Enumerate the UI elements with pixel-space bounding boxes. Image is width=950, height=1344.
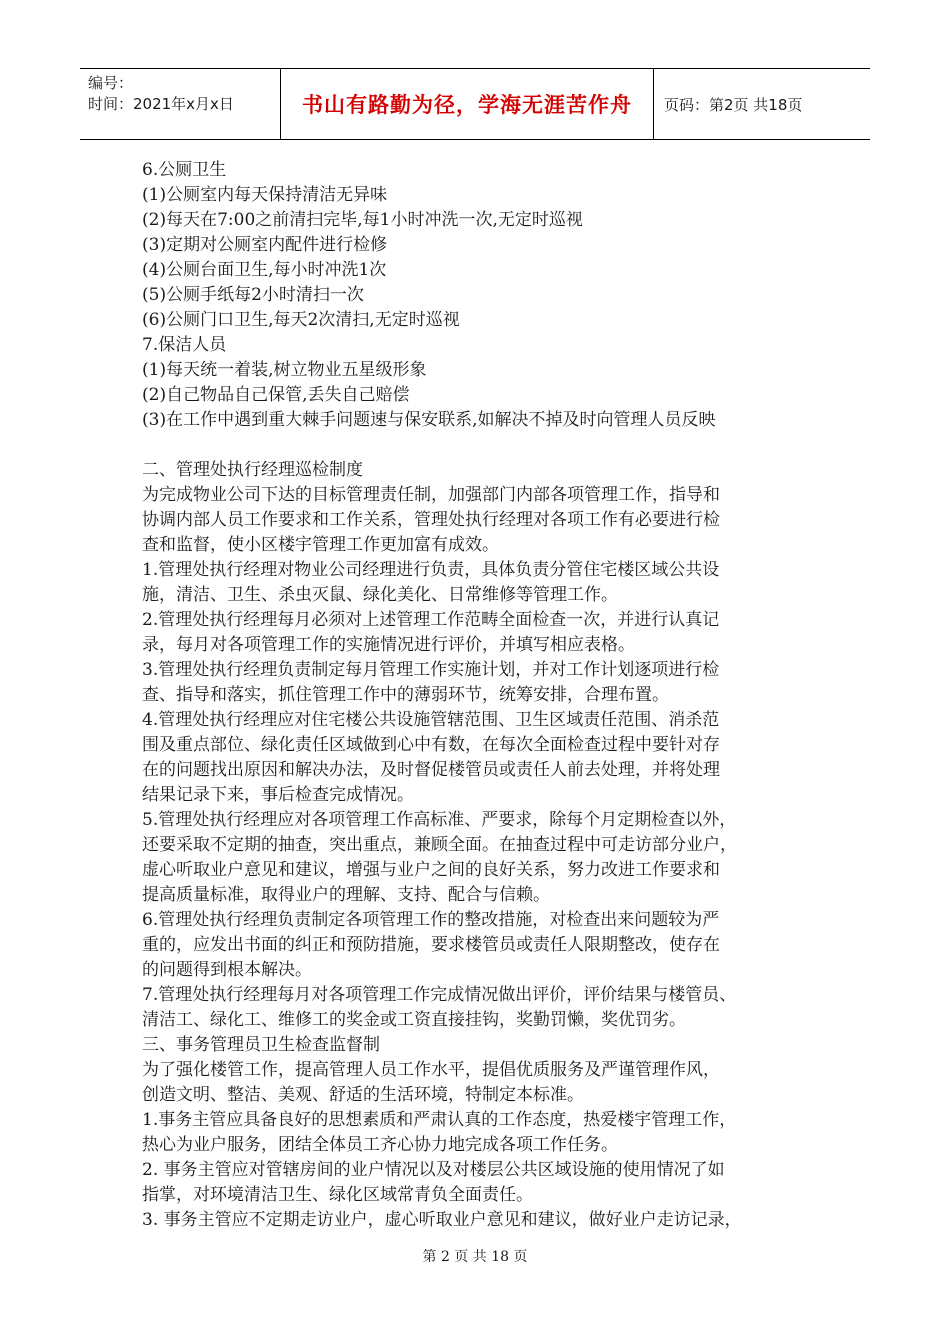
body-line: 提高质量标准，取得业户的理解、支持、配合与信赖。 [142,885,550,905]
body-line: 施，清洁、卫生、杀虫灭鼠、绿化美化、日常维修等管理工作。 [142,585,618,605]
body-line: 3. 事务主管应不定期走访业户，虚心听取业户意见和建议，做好业户走访记录， [142,1210,742,1230]
header-page-number: 页码：第2页 共18页 [664,95,803,114]
body-line: 6.公厕卫生 [142,160,227,180]
body-line: 三、事务管理员卫生检查监督制 [142,1035,380,1055]
body-line: 协调内部人员工作要求和工作关系，管理处执行经理对各项工作有必要进行检 [142,510,720,530]
body-line: 7.管理处执行经理每月对各项管理工作完成情况做出评价，评价结果与楼管员、 [142,985,737,1005]
body-line: 2. 事务主管应对管辖房间的业户情况以及对楼层公共区域设施的使用情况了如 [142,1160,725,1180]
blank-line [142,433,832,458]
body-line: 围及重点部位、绿化责任区域做到心中有数，在每次全面检查过程中要针对存 [142,735,720,755]
body-line: 热心为业户服务，团结全体员工齐心协力地完成各项工作任务。 [142,1135,618,1155]
body-line: 4.管理处执行经理应对住宅楼公共设施管辖范围、卫生区域责任范围、消杀范 [142,710,720,730]
body-line: 重的，应发出书面的纠正和预防措施，要求楼管员或责任人限期整改，使存在 [142,935,720,955]
body-line: 为完成物业公司下达的目标管理责任制，加强部门内部各项管理工作，指导和 [142,485,720,505]
body-line: (3)在工作中遇到重大棘手问题速与保安联系,如解决不掉及时向管理人员反映 [142,410,716,430]
header-motto: 书山有路勤为径，学海无涯苦作舟 [302,93,632,117]
page-footer: 第 2 页 共 18 页 [422,1249,528,1265]
header-motto-cell [281,69,654,139]
body-line: 在的问题找出原因和解决办法，及时督促楼管员或责任人前去处理，并将处理 [142,760,720,780]
body-line: 5.管理处执行经理应对各项管理工作高标准、严要求，除每个月定期检查以外， [142,810,737,830]
body-line: 创造文明、整洁、美观、舒适的生活环境，特制定本标准。 [142,1085,584,1105]
body-line: (5)公厕手纸每2小时清扫一次 [142,285,364,305]
body-line: (1)每天统一着装,树立物业五星级形象 [142,360,427,380]
body-line: (3)定期对公厕室内配件进行检修 [142,235,388,255]
body-line: (2)自己物品自己保管,丢失自己赔偿 [142,385,410,405]
body-line: 1.事务主管应具备良好的思想素质和严肃认真的工作态度，热爱楼宇管理工作， [142,1110,737,1130]
body-line: 指掌，对环境清洁卫生、绿化区域常青负全面责任。 [142,1185,533,1205]
body-line: 3.管理处执行经理负责制定每月管理工作实施计划，并对工作计划逐项进行检 [142,660,720,680]
header-page-cell [654,69,870,139]
body-line: 2.管理处执行经理每月必须对上述管理工作范畴全面检查一次，并进行认真记 [142,610,720,630]
body-line: 虚心听取业户意见和建议，增强与业户之间的良好关系，努力改进工作要求和 [142,860,720,880]
body-line: 7.保洁人员 [142,335,227,355]
page-header [80,68,870,140]
body-line: 清洁工、绿化工、维修工的奖金或工资直接挂钩，奖勤罚懒，奖优罚劣。 [142,1010,686,1030]
body-line: (6)公厕门口卫生,每天2次清扫,无定时巡视 [142,310,460,330]
header-time: 时间：2021年x月x日 [88,95,234,113]
document-body [142,158,832,1233]
body-line: (1)公厕室内每天保持清洁无异味 [142,185,388,205]
body-line: 查、指导和落实，抓住管理工作中的薄弱环节，统筹安排，合理布置。 [142,685,669,705]
body-line: 还要采取不定期的抽查，突出重点，兼顾全面。在抽查过程中可走访部分业户， [142,835,737,855]
body-line: (4)公厕台面卫生,每小时冲洗1次 [142,260,387,280]
body-line: 结果记录下来，事后检查完成情况。 [142,785,414,805]
header-number: 编号： [88,74,134,92]
body-line: 查和监督，使小区楼宇管理工作更加富有成效。 [142,535,499,555]
body-line: 录，每月对各项管理工作的实施情况进行评价，并填写相应表格。 [142,635,635,655]
body-line: (2)每天在7:00之前清扫完毕,每1小时冲洗一次,无定时巡视 [142,210,583,230]
body-line: 为了强化楼管工作，提高管理人员工作水平，提倡优质服务及严谨管理作风， [142,1060,720,1080]
body-line: 的问题得到根本解决。 [142,960,312,980]
body-line: 1.管理处执行经理对物业公司经理进行负责，具体负责分管住宅楼区域公共设 [142,560,720,580]
body-line: 6.管理处执行经理负责制定各项管理工作的整改措施，对检查出来问题较为严 [142,910,720,930]
body-line: 二、管理处执行经理巡检制度 [142,460,363,480]
header-meta [80,69,281,139]
